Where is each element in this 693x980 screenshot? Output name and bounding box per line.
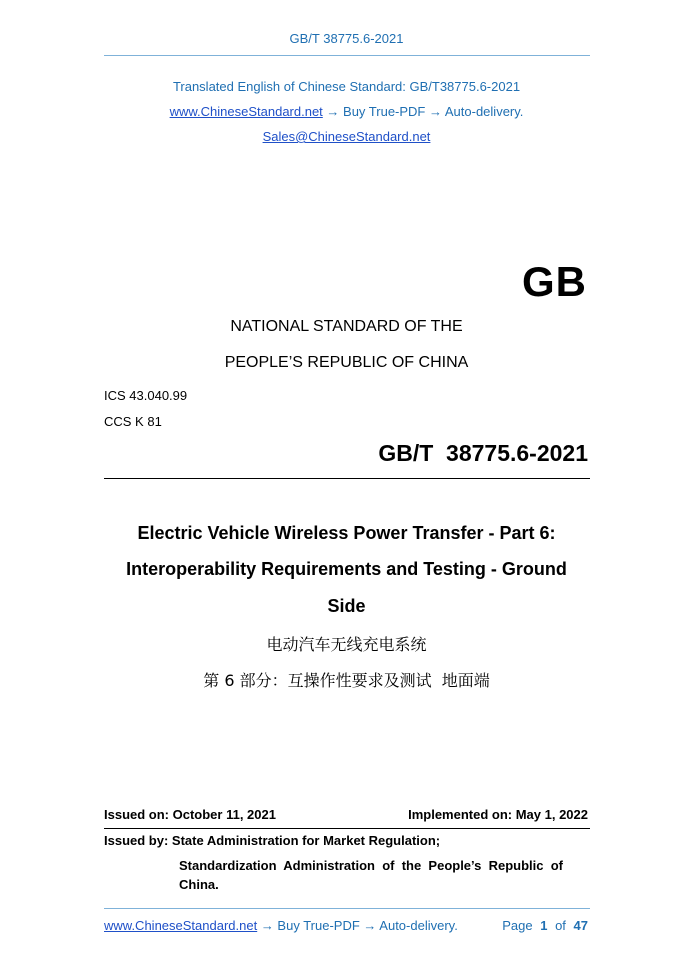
banner-email-link[interactable]: Sales@ChineseStandard.net [262, 129, 431, 144]
footer-buy-text: → Buy True-PDF → Auto-delivery. [257, 918, 458, 933]
ccs-code: CCS K 81 [104, 414, 162, 429]
banner-site-link[interactable]: www.ChineseStandard.net [169, 104, 323, 119]
page-current: 1 [540, 918, 548, 933]
title-cn-line1: 电动汽车无线充电系统 [266, 635, 427, 654]
page-of: of [555, 918, 566, 933]
footer-site-link[interactable]: www.ChineseStandard.net [104, 918, 258, 933]
banner-buy-text: → Buy True-PDF → Auto-delivery. [322, 104, 524, 119]
header-standard-code: GB/T 38775.6-2021 [289, 31, 404, 46]
footer-divider [104, 908, 590, 909]
title-en-line2: Interoperability Requirements and Testing - Ground [126, 559, 567, 579]
header-divider [104, 55, 590, 56]
gb-logo: GB [522, 258, 587, 305]
page-total: 47 [573, 918, 588, 933]
title-en-line3: Side [327, 596, 366, 616]
banner-link-line [0, 104, 693, 119]
standard-number: GB/T 38775.6-2021 [378, 440, 588, 466]
footer-link-line [104, 918, 458, 933]
title-cn-line2: 第 6 部分：互操作性要求及测试 地面端 [203, 671, 490, 690]
page-label: Page [502, 918, 533, 933]
implemented-on: Implemented on: May 1, 2022 [408, 807, 588, 822]
issue-divider [104, 828, 590, 829]
title-en-line1: Electric Vehicle Wireless Power Transfer - Part 6: [137, 523, 556, 543]
national-standard-line1: NATIONAL STANDARD OF THE [230, 318, 463, 335]
translated-line: Translated English of Chinese Standard: GB/T38775.6-2021 [172, 79, 521, 94]
national-standard-line2: PEOPLE’S REPUBLIC OF CHINA [224, 354, 469, 371]
standard-number-divider [104, 478, 590, 479]
page-indicator [502, 918, 588, 933]
ics-code: ICS 43.040.99 [104, 388, 188, 403]
issued-by-second-line2: China. [179, 877, 219, 892]
issued-on: Issued on: October 11, 2021 [104, 807, 276, 822]
banner-email-line [0, 129, 693, 144]
issued-by-second-line1: Standardization Administration of the People’s Republic of [179, 858, 564, 873]
issued-by: Issued by: State Administration for Market Regulation; [104, 833, 441, 848]
